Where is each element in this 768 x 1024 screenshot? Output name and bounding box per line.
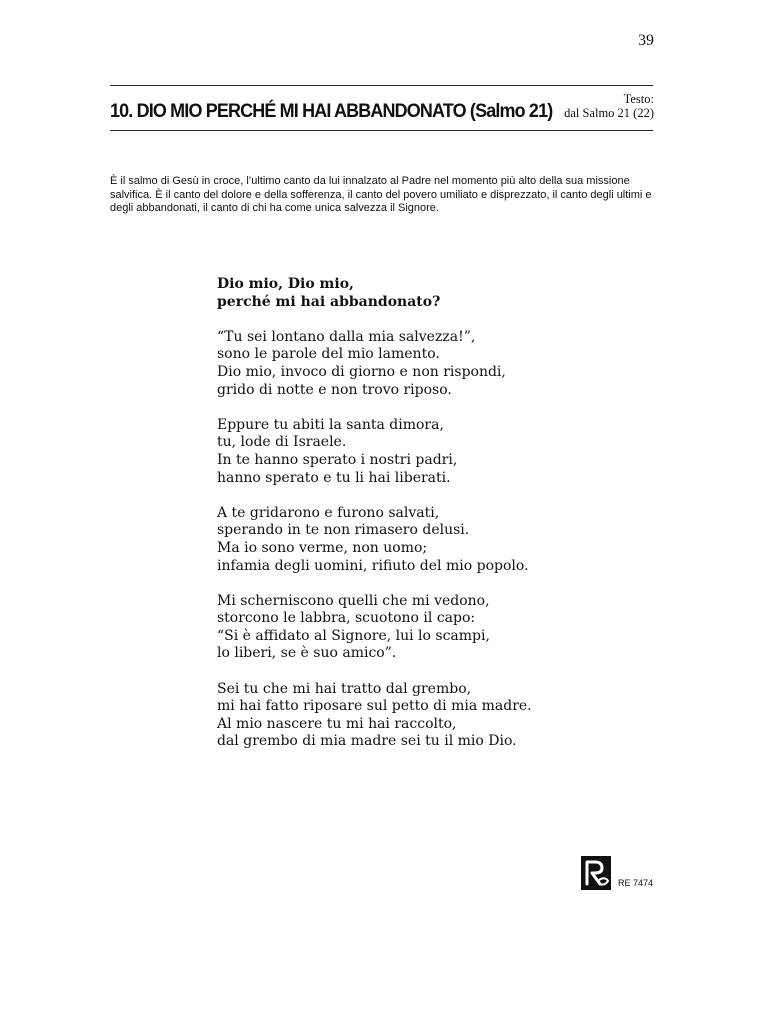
refrain-line: perché mi hai abbandonato?: [217, 293, 441, 310]
stanza-line: “Tu sei lontano dalla mia salvezza!”,: [217, 328, 476, 345]
stanza-line: hanno sperato e tu li hai liberati.: [217, 469, 451, 486]
stanza-line: Al mio nascere tu mi hai raccolto,: [217, 715, 457, 732]
stanza-line: storcono le labbra, scuotono il capo:: [217, 610, 476, 627]
lyrics: [217, 276, 532, 769]
stanza-line: grido di notte e non trovo riposo.: [217, 381, 452, 398]
stanza-line: In te hanno sperato i nostri padri,: [217, 451, 458, 468]
stanza-line: Dio mio, invoco di giorno e non rispondi,: [217, 363, 506, 380]
song-title: 10. DIO MIO PERCHÉ MI HAI ABBANDONATO (Salmo 21): [110, 100, 553, 122]
intro-paragraph: [110, 175, 655, 216]
stanza-line: infamia degli uomini, rifiuto del mio popolo.: [217, 557, 529, 574]
header-bottom-rule: [110, 130, 653, 131]
refrain: [217, 276, 532, 311]
stanza-line: lo liberi, se è suo amico”.: [217, 645, 397, 662]
intro-text: È il salmo di Gesù in croce, l’ultimo canto da lui innalzato al Padre nel momento più alto della sua missione salvifica. È il canto del dolore e della sofferenza, il canto del povero umiliato e disprezzato, il canto degli ultimi e degli abbandonati, il canto di chi ha come unica salvezza il Signore.: [110, 175, 652, 214]
stanza-line: “Si è affidato al Signore, lui lo scampi,: [217, 627, 490, 644]
page-number: 39: [638, 32, 654, 49]
stanza-2: [217, 417, 532, 487]
stanza-line: A te gridarono e furono salvati,: [217, 504, 440, 521]
stanza-line: Ma io sono verme, non uomo;: [217, 539, 428, 556]
stanza-line: Mi scherniscono quelli che mi vedono,: [217, 592, 490, 609]
stanza-line: Eppure tu abiti la santa dimora,: [217, 416, 444, 433]
publisher-logo-icon: [581, 856, 611, 890]
stanza-line: Sei tu che mi hai tratto dal grembo,: [217, 680, 472, 697]
refrain-line: Dio mio, Dio mio,: [217, 276, 354, 292]
stanza-line: dal grembo di mia madre sei tu il mio Dio.: [217, 733, 517, 750]
stanza-line: mi hai fatto riposare sul petto di mia madre.: [217, 698, 532, 715]
stanza-3: [217, 505, 532, 575]
stanza-1: [217, 329, 532, 399]
stanza-line: tu, lode di Israele.: [217, 434, 347, 451]
credit-label: Testo:: [623, 92, 654, 106]
credit-source: dal Salmo 21 (22): [564, 106, 654, 120]
header-top-rule: [110, 85, 653, 86]
stanza-line: sperando in te non rimasero delusi.: [217, 522, 470, 539]
catalog-code: RE 7474: [618, 878, 654, 888]
stanza-5: [217, 681, 532, 751]
text-credit: [564, 92, 654, 120]
stanza-line: sono le parole del mio lamento.: [217, 346, 440, 363]
stanza-4: [217, 593, 532, 663]
